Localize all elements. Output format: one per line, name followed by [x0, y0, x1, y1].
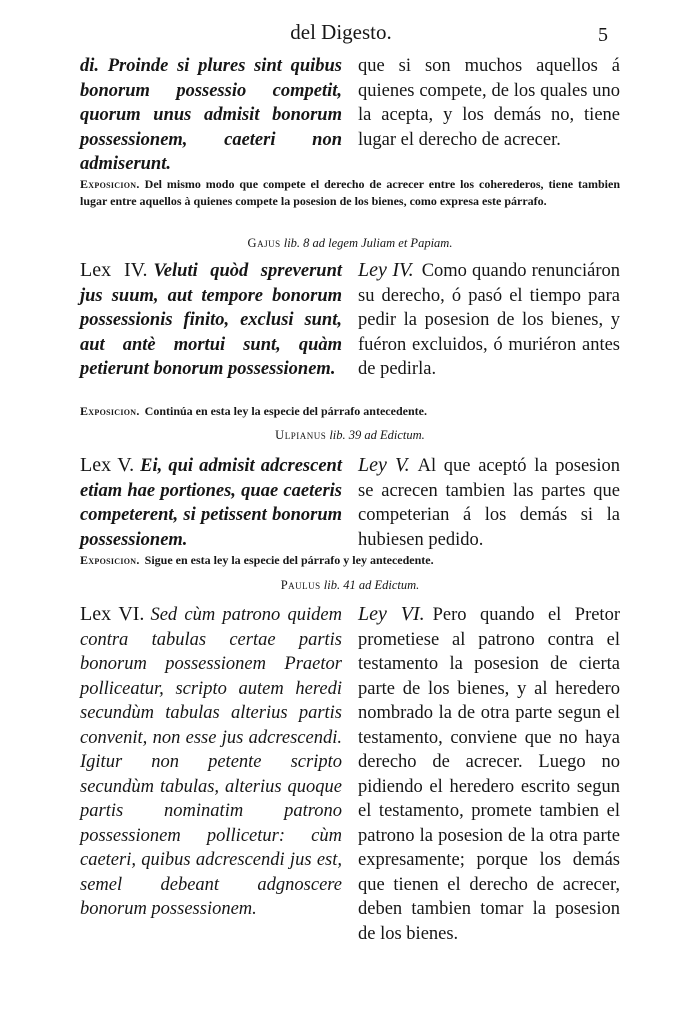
latin-text: di. Proinde si plures sint quibus bonorum possessio competit, quorum unus admisit bonorum possessionem, caeteri non admiserunt.	[80, 56, 342, 174]
exposicion-label: Exposicion.	[80, 404, 140, 418]
exposicion-label: Exposicion.	[80, 553, 140, 567]
page-number: 5	[598, 24, 608, 46]
text-block-continuation	[80, 54, 620, 177]
spanish-body: Como quando renunciáron su derecho, ó pasó el tiempo para pedir la posesion de los bienes, y fuéron excluidos, ó muriéron antes de pedirla.	[358, 261, 620, 379]
latin-text	[80, 602, 342, 946]
citation-reference: lib. 39 ad Edictum.	[329, 428, 425, 442]
citation-author: Ulpianus	[275, 428, 327, 442]
exposicion-text: Continúa en esta ley la especie del párrafo antecedente.	[144, 404, 427, 418]
citation-reference: lib. 8 ad legem Juliam et Papiam.	[283, 236, 453, 250]
text-block-lex-iv	[80, 258, 620, 382]
citation	[80, 428, 620, 443]
ley-label: Ley V.	[358, 454, 410, 476]
citation-reference: lib. 41 ad Edictum.	[323, 578, 420, 592]
exposicion-note	[80, 552, 620, 569]
citation	[80, 578, 620, 593]
latin-body: Veluti quòd spreverunt jus suum, aut tempore bonorum possessionis finito, exclusi sunt, aut antè mortui sunt, quàm petierunt bonorum possessionem.	[80, 261, 342, 379]
lex-label: Lex IV.	[80, 259, 148, 281]
latin-text	[80, 453, 342, 552]
spanish-text	[358, 602, 620, 946]
exposicion-label: Exposicion.	[80, 177, 140, 191]
latin-text	[80, 258, 342, 382]
spanish-body: Al que aceptó la posesion se acrecen tambien las partes que competerian á los demás si la hubiesen pedido.	[358, 456, 620, 550]
citation-author: Gajus	[247, 236, 281, 250]
text-block-lex-vi	[80, 602, 620, 946]
spanish-text	[358, 453, 620, 552]
citation	[80, 236, 620, 251]
page-header	[0, 20, 682, 48]
exposicion-text: Del mismo modo que compete el derecho de acrecer entre los coherederos, tiene tambien lugar entre aquellos à quienes compete la posesion de los bienes, como expresa este párrafo.	[80, 177, 620, 208]
lex-label: Lex V.	[80, 454, 135, 476]
citation-author: Paulus	[280, 578, 321, 592]
lex-label: Lex VI.	[80, 603, 145, 625]
exposicion-note	[80, 176, 620, 210]
ley-label: Ley IV.	[358, 259, 414, 281]
spanish-body: Pero quando el Pretor prometiese al patrono contra el testamento la posesion de cierta parte de los bienes, y al heredero nombrado la de otra parte segun el testamento, conviene que no haya derecho de acrecer. Luego no pidiendo el heredero escrito segun el testamento, promete tambien el patrono la posesion de la otra parte expresamente; porque los demás que tienen el derecho de acrecer, deben tambien tomar la posesion de los bienes.	[358, 605, 620, 944]
exposicion-text: Sigue en esta ley la especie del párrafo y ley antecedente.	[144, 553, 434, 567]
running-title: del Digesto.	[290, 20, 392, 44]
spanish-text	[358, 258, 620, 382]
latin-body: Sed cùm patrono quidem contra tabulas certae partis bonorum possessionem Praetor polliceatur, scripto autem heredi secundùm tabulas alterius partis convenit, non esse jus adcrescendi. Igitur non petente scripto secundùm tabulas, alterius quoque partis nominatim patrono possessionem pollicetur: cùm caeteri, quibus adcrescendi jus est, semel debeant adgnoscere bonorum possessionem.	[80, 605, 342, 919]
spanish-text: que si son muchos aquellos á quienes compete, de los quales uno la acepta, y los demás no, tiene lugar el derecho de acrecer.	[358, 56, 620, 150]
text-block-lex-v	[80, 453, 620, 552]
ley-label: Ley VI.	[358, 603, 425, 625]
latin-body: Ei, qui admisit adcrescent etiam hae portiones, quae caeteris competerent, si petissent bonorum possessionem.	[80, 456, 342, 550]
exposicion-note	[80, 403, 620, 420]
